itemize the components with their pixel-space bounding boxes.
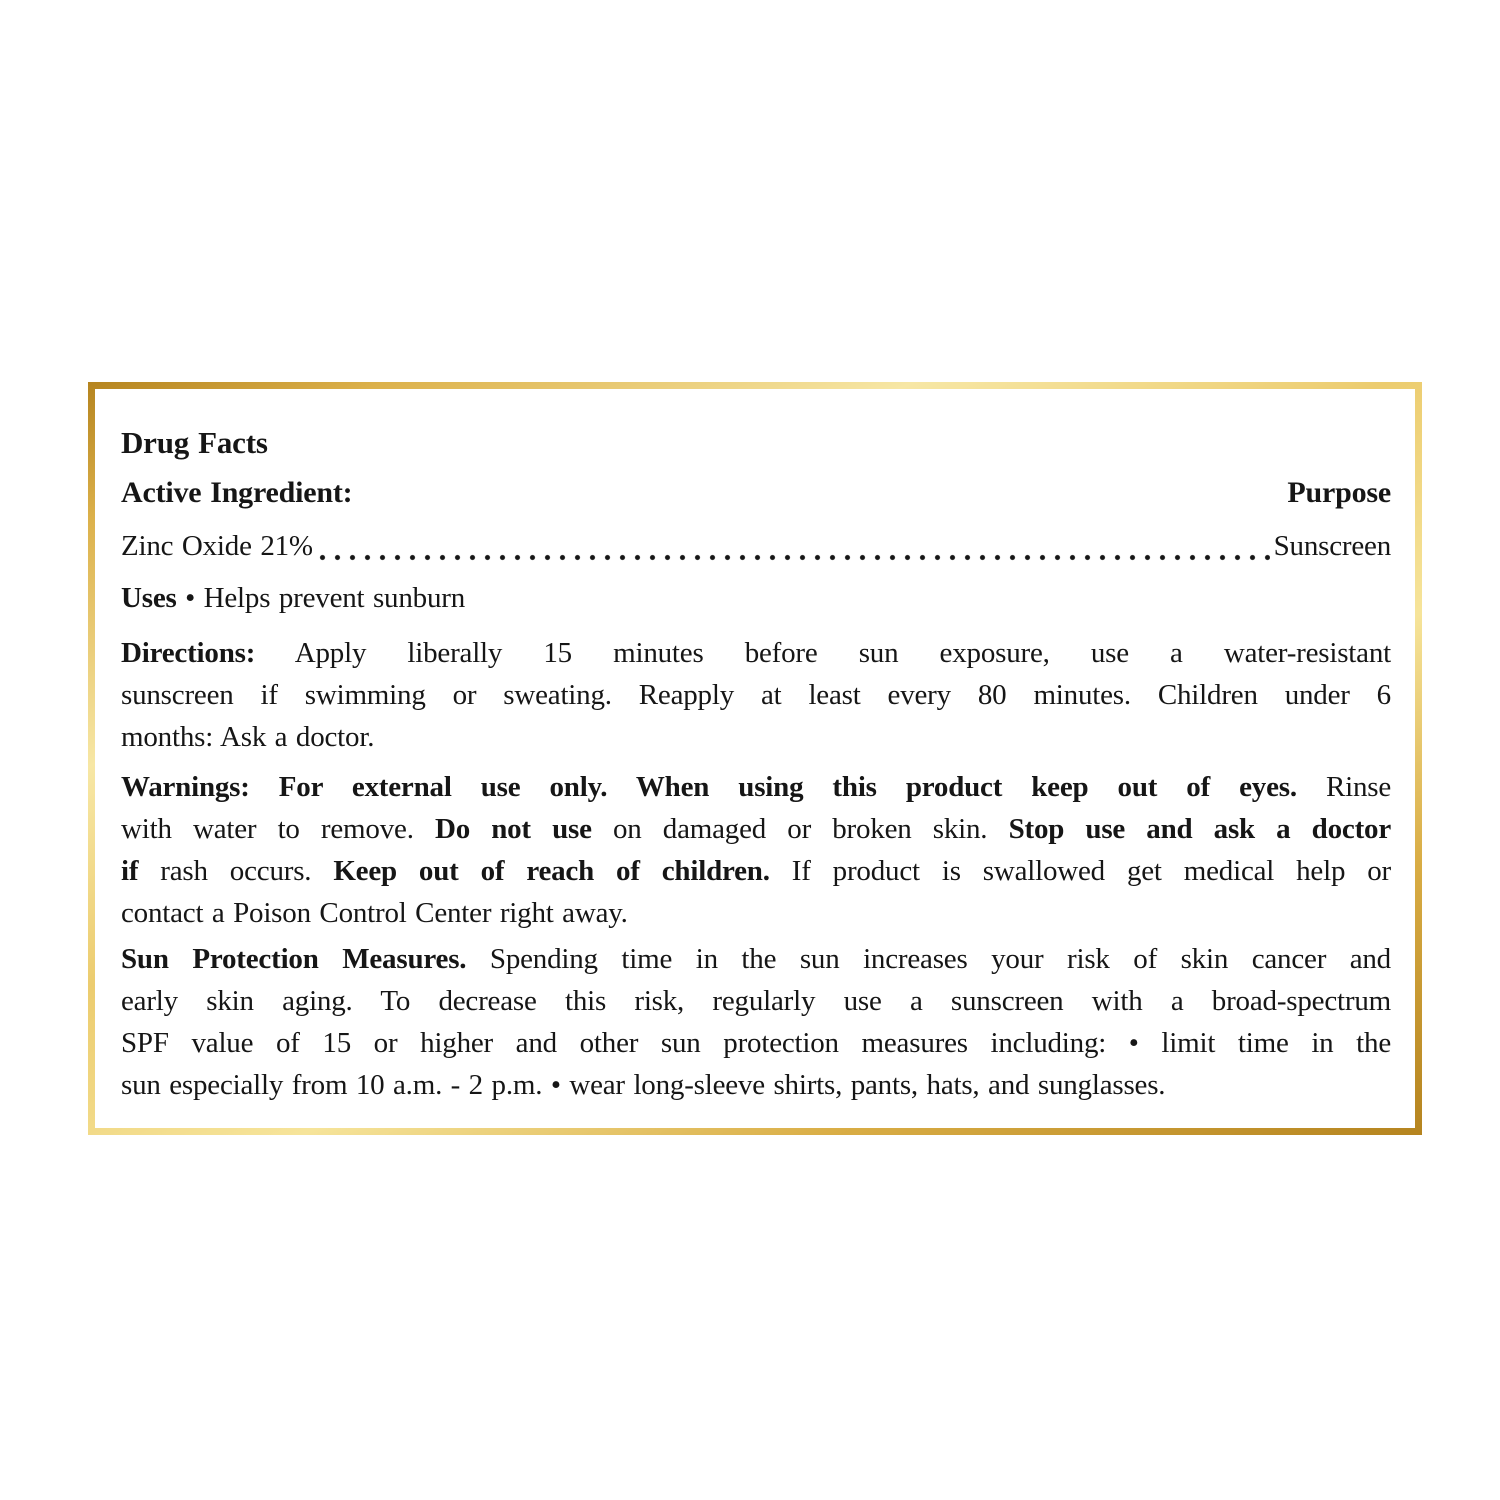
text-line [121,938,1391,980]
regular-text: on damaged or broken skin. [591,813,1009,845]
text-line [121,577,1391,619]
text-line [121,892,1391,934]
drug-facts-panel [95,389,1415,1128]
bold-text: if [121,855,139,887]
bold-text: Keep out of reach of children. [333,855,770,887]
bold-text: Warnings: For external use only. When using this product keep out of eyes. [121,771,1297,803]
regular-text: with water to remove. [121,813,435,845]
text-line [121,1064,1391,1106]
active-ingredient-row [121,524,1391,568]
regular-text: SPF value of 15 or higher and other sun protection measures including: • limit time in the [121,1027,1391,1059]
sun-protection-section [121,938,1391,1106]
text-line [121,674,1391,716]
regular-text: rash occurs. [138,855,334,887]
regular-text: months: Ask a doctor. [121,721,375,753]
active-ingredient-purpose-row [121,471,1391,515]
regular-text: contact a Poison Control Center right away. [121,897,628,929]
active-ingredient-heading: Active Ingredient: [121,476,353,509]
warnings-section [121,766,1391,934]
regular-text: Spending time in the sun increases your risk of skin cancer and [466,943,1391,975]
dotted-leader [315,524,1270,568]
bold-text: Stop use and ask a doctor [1008,813,1392,845]
regular-text: sun especially from 10 a.m. - 2 p.m. • wear long-sleeve shirts, pants, hats, and sunglasses. [121,1069,1166,1101]
drug-facts-label-frame [88,382,1422,1135]
bold-text: Uses [121,582,177,614]
text-line [121,1022,1391,1064]
uses-section [121,577,1391,619]
regular-text: If product is swallowed get medical help or [769,855,1391,887]
text-line [121,850,1391,892]
text-line [121,808,1391,850]
bold-text: Do not use [434,813,592,845]
text-line [121,632,1391,674]
regular-text: sunscreen if swimming or sweating. Reapply at least every 80 minutes. Children under 6 [121,679,1391,711]
text-line [121,716,1391,758]
regular-text: • Helps prevent sunburn [176,582,466,614]
bold-text: Sun Protection Measures. [121,943,467,975]
directions-section [121,632,1391,758]
ingredient-purpose: Sunscreen [1273,530,1391,562]
text-line [121,766,1391,808]
regular-text: early skin aging. To decrease this risk, regularly use a sunscreen with a broad-spectrum [121,985,1391,1017]
text-line [121,980,1391,1022]
regular-text: Apply liberally 15 minutes before sun exposure, use a water-resistant [255,637,1391,669]
bold-text: Directions: [121,637,256,669]
purpose-heading: Purpose [1287,476,1391,509]
ingredient-name: Zinc Oxide 21% [121,530,313,562]
regular-text: Rinse [1296,771,1391,803]
drug-facts-title: Drug Facts [121,425,268,460]
